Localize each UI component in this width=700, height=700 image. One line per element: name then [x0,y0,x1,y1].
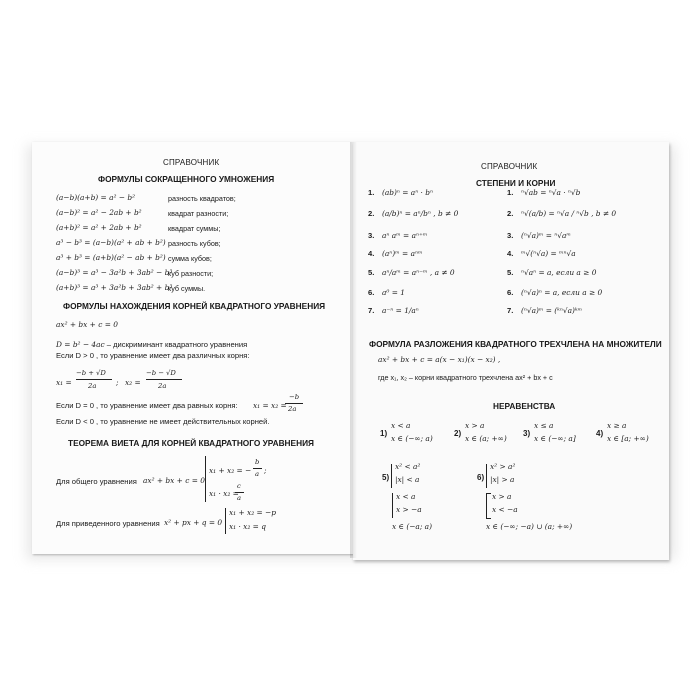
power-rule-number: 2. [368,209,375,218]
power-rule-formula: aⁿ aᵐ = aⁿ⁺ᵐ [382,231,428,240]
vieta-product-fraction-bar [235,492,244,493]
right-page-header: СПРАВОЧНИК [481,162,538,171]
power-rule-number: 5. [368,268,375,277]
vieta-reduced-system-brace [225,508,226,534]
discriminant-caption: – дискриминант квадратного уравнения [104,340,248,349]
inequality-5-squared: x² < a² [395,462,421,471]
vieta-sum-semicolon: ; [264,466,267,475]
factorization-title: ФОРМУЛА РАЗЛОЖЕНИЯ КВАДРАТНОГО ТРЕХЧЛЕНА НА МНОЖИТЕЛИ [369,339,662,349]
multiplication-formula-caption: разность квадратов; [168,194,236,203]
vieta-sum: x₁ + x₂ = − [209,466,252,475]
root-rule-number: 2. [507,209,514,218]
inequality-condition: x < a [391,421,411,430]
power-rule-number: 6. [368,288,375,297]
inequality-6-system-upper: x > a [492,492,512,501]
root-rule-number: 4. [507,249,514,258]
root-x2-numerator: −b − √D [146,369,176,377]
discriminant-formula: D = b² − 4ac [56,340,105,349]
vieta-theorem-title: ТЕОРЕМА ВИЕТА ДЛЯ КОРНЕЙ КВАДРАТНОГО УРАВНЕНИЯ [68,438,315,448]
inequality-6-system-lower: x < −a [492,505,518,514]
vieta-general-system-brace [205,456,206,502]
root-rule-number: 3. [507,231,514,240]
power-rule-number: 7. [368,306,375,315]
vieta-reduced-sum: x₁ + x₂ = −p [229,508,276,517]
factorization-roots-caption: где x₁, x₂ – корни квадратного трехчлена ax² + bx + c [378,373,553,382]
equal-roots-numerator: −b [289,393,300,401]
vieta-sum-numerator: b [255,458,260,466]
root-x1-label: x₁ = [56,378,72,387]
inequality-condition: x > a [465,421,485,430]
multiplication-formula-caption: квадрат суммы; [168,224,221,233]
multiplication-formula: (a+b)³ = a³ + 3a²b + 3ab² + b³ [56,283,173,292]
root-rule-number: 5. [507,268,514,277]
multiplication-formula-caption: квадрат разности; [168,209,229,218]
power-rule-formula: a⁰ = 1 [382,288,405,297]
discriminant-line [56,334,247,352]
equal-roots-fraction-bar [285,403,303,404]
inequality-condition: x ≥ a [607,421,627,430]
inequalities-title: НЕРАВЕНСТВА [493,401,556,411]
root-rule-formula: ⁿ√ab = ⁿ√a · ⁿ√b [521,188,581,197]
inequality-5-abs: |x| < a [395,475,420,484]
inequality-6-abs: |x| > a [490,475,515,484]
inequality-solution: x ∈ (a; +∞) [465,434,507,443]
vieta-general-text: Для общего уравнения [56,477,137,486]
root-rule-number: 1. [507,188,514,197]
root-x1-denominator: 2a [88,382,97,390]
inequality-6-number: 6) [477,473,485,482]
multiplication-formula: a³ + b³ = (a+b)(a² − ab + b²) [56,253,166,262]
power-rule-formula: aⁿ/aᵐ = aⁿ⁻ᵐ , a ≠ 0 [382,268,455,277]
vieta-product: x₁ · x₂ = [209,489,239,498]
vieta-reduced-equation: x² + px + q = 0 [164,518,223,527]
vieta-product-denominator: a [237,494,242,502]
roots-separator: ; [116,378,119,387]
root-rule-formula: ⁿ√aⁿ = a, если a ≥ 0 [521,268,597,277]
vieta-sum-fraction-bar [253,468,262,469]
root-rule-formula: (ⁿ√a)ᵐ = ⁿ√aᵐ [521,231,571,240]
inequality-6-solution: x ∈ (−∞; −a) ∪ (a; +∞) [486,522,573,531]
multiplication-formula-caption: куб разности; [168,269,214,278]
vieta-general-equation: ax² + bx + c = 0 [143,476,205,485]
inequality-condition: x ≤ a [534,421,554,430]
root-x1-fraction-bar [76,379,112,380]
left-page [32,142,353,554]
inequality-6-squared: x² > a² [490,462,516,471]
case-no-real-roots-text: Если D < 0 , то уравнение не имеет действительных корней. [56,417,270,426]
inequality-5-system-brace [392,493,393,518]
case-equal-roots-text: Если D = 0 , то уравнение имеет два равных корня: [56,401,238,410]
root-rule-formula: (ⁿ√a)ᵐ = (ᵏⁿ√a)ᵏᵐ [521,306,583,315]
root-rule-formula: ᵐ√(ⁿ√a) = ᵐⁿ√a [521,249,576,258]
power-rule-formula: (aⁿ)ᵐ = aⁿᵐ [382,249,423,258]
multiplication-formula: (a−b)³ = a³ − 3a²b + 3ab² − b³ [56,268,173,277]
multiplication-formula: a³ − b³ = (a−b)(a² + ab + b²) [56,238,166,247]
multiplication-formula: (a−b)(a+b) = a² − b² [56,193,136,202]
quadratic-equation: ax² + bx + c = 0 [56,320,118,329]
inequality-number: 4) [596,429,604,438]
inequality-solution: x ∈ (−∞; a) [391,434,433,443]
root-x1-numerator: −b + √D [76,369,106,377]
power-rule-number: 3. [368,231,375,240]
root-x2-label: x₂ = [125,378,141,387]
case-two-distinct-roots-text: Если D > 0 , то уравнение имеет два различных корня: [56,351,250,360]
root-x2-denominator: 2a [158,382,167,390]
inequality-number: 1) [380,429,388,438]
power-rule-number: 1. [368,188,375,197]
inequality-number: 3) [523,429,531,438]
inequality-solution: x ∈ [a; +∞) [607,434,649,443]
inequality-5-number: 5) [382,473,390,482]
root-rule-number: 7. [507,306,514,315]
multiplication-formula-caption: разность кубов; [168,239,221,248]
inequality-6-brace [486,464,487,488]
multiplication-formula: (a+b)² = a² + 2ab + b² [56,223,142,232]
powers-and-roots-title: СТЕПЕНИ И КОРНИ [476,178,556,188]
vieta-product-numerator: c [237,482,241,490]
inequality-5-brace [391,464,392,488]
inequality-5-solution: x ∈ (−a; a) [392,522,432,531]
left-page-header: СПРАВОЧНИК [163,158,220,167]
multiplication-formula: (a−b)² = a² − 2ab + b² [56,208,142,217]
multiplication-formula-caption: сумма кубов; [168,254,212,263]
root-rule-number: 6. [507,288,514,297]
equal-roots-denominator: 2a [288,405,297,413]
book-spine-gutter [350,142,357,558]
inequality-6-union-bracket [486,493,491,519]
root-x2-fraction-bar [146,379,182,380]
multiplication-formulas-title: ФОРМУЛЫ СОКРАЩЕННОГО УМНОЖЕНИЯ [98,174,275,184]
inequality-5-system-lower: x > −a [396,505,422,514]
root-rule-formula: ⁿ√(a/b) = ⁿ√a / ⁿ√b , b ≠ 0 [521,209,617,218]
equal-roots-formula: x₁ = x₂ = [253,401,287,410]
vieta-reduced-product: x₁ · x₂ = q [229,522,266,531]
right-page [353,142,669,560]
factorization-formula: ax² + bx + c = a(x − x₁)(x − x₂) , [378,355,501,364]
inequality-5-system-upper: x < a [396,492,416,501]
root-rule-formula: (ⁿ√a)ⁿ = a, если a ≥ 0 [521,288,603,297]
vieta-reduced-text: Для приведенного уравнения [56,519,160,528]
power-rule-number: 4. [368,249,375,258]
inequality-solution: x ∈ (−∞; a] [534,434,576,443]
inequality-number: 2) [454,429,462,438]
power-rule-formula: a⁻ⁿ = 1/aⁿ [382,306,419,315]
power-rule-formula: (a/b)ⁿ = aⁿ/bⁿ , b ≠ 0 [382,209,459,218]
vieta-sum-denominator: a [255,470,260,478]
multiplication-formula-caption: куб суммы. [168,284,206,293]
quadratic-roots-title: ФОРМУЛЫ НАХОЖДЕНИЯ КОРНЕЙ КВАДРАТНОГО УРАВНЕНИЯ [63,301,326,311]
power-rule-formula: (ab)ⁿ = aⁿ · bⁿ [382,188,433,197]
